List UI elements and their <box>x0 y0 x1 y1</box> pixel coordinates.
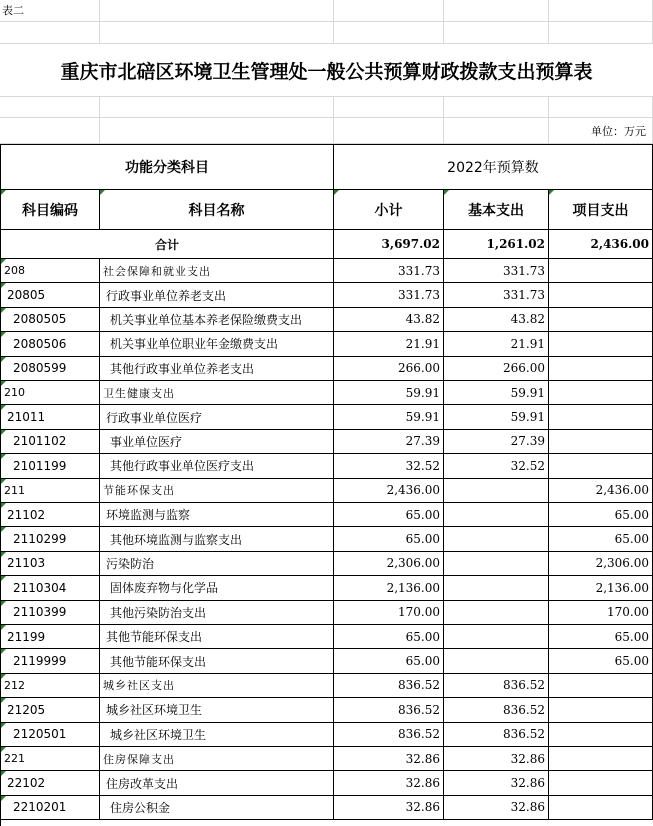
unit-label: 单位：万元 <box>549 118 653 144</box>
row-project: 170.00 <box>549 601 653 625</box>
row-project <box>549 332 653 356</box>
row-basic <box>444 527 549 551</box>
row-name: 其他行政事业单位医疗支出 <box>100 454 334 478</box>
row-basic: 331.73 <box>444 259 549 283</box>
row-basic: 32.86 <box>444 796 549 820</box>
row-basic: 59.91 <box>444 405 549 429</box>
row-project <box>549 796 653 820</box>
row-subtotal: 2,306.00 <box>334 552 444 576</box>
row-project: 65.00 <box>549 503 653 527</box>
row-subtotal: 331.73 <box>334 259 444 283</box>
row-code: 21199 <box>0 625 100 649</box>
row-code: 2120501 <box>0 723 100 747</box>
table-row <box>0 747 653 771</box>
row-basic <box>444 479 549 503</box>
title-row <box>0 44 653 97</box>
total-label: 合计 <box>0 230 334 259</box>
row-basic: 836.52 <box>444 723 549 747</box>
row-subtotal: 27.39 <box>334 430 444 454</box>
row-code: 2110304 <box>0 576 100 600</box>
row-subtotal: 21.91 <box>334 332 444 356</box>
row-subtotal: 59.91 <box>334 381 444 405</box>
row-subtotal: 170.00 <box>334 601 444 625</box>
row-project: 2,436.00 <box>549 479 653 503</box>
row-basic: 59.91 <box>444 381 549 405</box>
header-row-2 <box>0 190 653 230</box>
table-row <box>0 698 653 722</box>
row-name: 其他污染防治支出 <box>100 601 334 625</box>
row-basic: 32.52 <box>444 454 549 478</box>
row-name: 卫生健康支出 <box>100 381 334 405</box>
row-subtotal: 65.00 <box>334 503 444 527</box>
total-project: 2,436.00 <box>549 230 653 259</box>
row-subtotal: 32.86 <box>334 747 444 771</box>
budget-table <box>0 144 653 826</box>
row-subtotal: 32.86 <box>334 771 444 795</box>
table-row <box>0 381 653 405</box>
row-project <box>549 430 653 454</box>
row-basic: 836.52 <box>444 674 549 698</box>
table-row <box>0 771 653 795</box>
row-project <box>549 405 653 429</box>
table-row <box>0 503 653 527</box>
row-name: 机关事业单位职业年金缴费支出 <box>100 332 334 356</box>
row-subtotal: 836.52 <box>334 723 444 747</box>
table-row <box>0 601 653 625</box>
table-row <box>0 430 653 454</box>
header-row-1 <box>0 145 653 190</box>
table-row <box>0 796 653 820</box>
row-code: 212 <box>0 674 100 698</box>
row-project: 65.00 <box>549 527 653 551</box>
row-name: 城乡社区环境卫生 <box>100 698 334 722</box>
row-basic: 266.00 <box>444 357 549 381</box>
row-code: 208 <box>0 259 100 283</box>
row-basic <box>444 576 549 600</box>
row-name: 行政事业单位养老支出 <box>100 283 334 307</box>
total-row <box>0 230 653 259</box>
row-project <box>549 771 653 795</box>
row-basic: 331.73 <box>444 283 549 307</box>
row-basic: 32.86 <box>444 747 549 771</box>
row-code: 211 <box>0 479 100 503</box>
row-name: 住房保障支出 <box>100 747 334 771</box>
row-project <box>549 747 653 771</box>
total-basic: 1,261.02 <box>444 230 549 259</box>
sheet-label-row <box>0 0 653 22</box>
row-subtotal: 266.00 <box>334 357 444 381</box>
sheet-label: 表二 <box>0 0 100 22</box>
row-name: 城乡社区环境卫生 <box>100 723 334 747</box>
row-code: 21103 <box>0 552 100 576</box>
row-name: 其他节能环保支出 <box>100 625 334 649</box>
table-row <box>0 283 653 307</box>
row-project: 2,306.00 <box>549 552 653 576</box>
row-basic <box>444 649 549 673</box>
row-code: 2101102 <box>0 430 100 454</box>
row-subtotal: 65.00 <box>334 625 444 649</box>
row-subtotal: 836.52 <box>334 698 444 722</box>
header-code: 科目编码 <box>0 190 100 230</box>
row-basic: 43.82 <box>444 308 549 332</box>
row-project <box>549 454 653 478</box>
row-project <box>549 381 653 405</box>
row-subtotal: 32.86 <box>334 796 444 820</box>
row-name: 固体废弃物与化学品 <box>100 576 334 600</box>
row-name: 节能环保支出 <box>100 479 334 503</box>
row-code: 2119999 <box>0 649 100 673</box>
row-project <box>549 357 653 381</box>
table-row <box>0 674 653 698</box>
row-name: 事业单位医疗 <box>100 430 334 454</box>
header-category: 功能分类科目 <box>0 145 334 190</box>
row-subtotal: 43.82 <box>334 308 444 332</box>
row-project: 65.00 <box>549 625 653 649</box>
table-row <box>0 259 653 283</box>
header-budget-year: 2022年预算数 <box>334 145 653 190</box>
row-code: 2101199 <box>0 454 100 478</box>
row-code: 2080505 <box>0 308 100 332</box>
row-name: 住房改革支出 <box>100 771 334 795</box>
row-code: 221 <box>0 747 100 771</box>
row-subtotal: 65.00 <box>334 527 444 551</box>
row-project <box>549 283 653 307</box>
row-code: 2110299 <box>0 527 100 551</box>
header-subtotal: 小计 <box>334 190 444 230</box>
row-project: 65.00 <box>549 649 653 673</box>
row-name: 环境监测与监察 <box>100 503 334 527</box>
row-name: 机关事业单位基本养老保险缴费支出 <box>100 308 334 332</box>
row-basic <box>444 601 549 625</box>
row-name: 住房公积金 <box>100 796 334 820</box>
row-project <box>549 723 653 747</box>
row-name: 其他环境监测与监察支出 <box>100 527 334 551</box>
row-subtotal: 836.52 <box>334 674 444 698</box>
table-row <box>0 649 653 673</box>
row-name: 其他节能环保支出 <box>100 649 334 673</box>
row-basic: 836.52 <box>444 698 549 722</box>
table-row <box>0 552 653 576</box>
row-code: 2080506 <box>0 332 100 356</box>
row-code: 21102 <box>0 503 100 527</box>
row-name: 污染防治 <box>100 552 334 576</box>
table-row <box>0 527 653 551</box>
row-subtotal: 2,136.00 <box>334 576 444 600</box>
table-row <box>0 405 653 429</box>
row-basic: 27.39 <box>444 430 549 454</box>
table-row <box>0 625 653 649</box>
table-row <box>0 454 653 478</box>
row-basic <box>444 552 549 576</box>
header-basic: 基本支出 <box>444 190 549 230</box>
table-row <box>0 357 653 381</box>
page-title: 重庆市北碚区环境卫生管理处一般公共预算财政拨款支出预算表 <box>60 60 593 83</box>
row-subtotal: 331.73 <box>334 283 444 307</box>
table-row <box>0 308 653 332</box>
row-name: 城乡社区支出 <box>100 674 334 698</box>
total-subtotal: 3,697.02 <box>334 230 444 259</box>
row-name: 其他行政事业单位养老支出 <box>100 357 334 381</box>
row-subtotal: 32.52 <box>334 454 444 478</box>
row-code: 21205 <box>0 698 100 722</box>
row-basic <box>444 625 549 649</box>
row-code: 20805 <box>0 283 100 307</box>
row-project <box>549 308 653 332</box>
row-code: 21011 <box>0 405 100 429</box>
row-code: 2210201 <box>0 796 100 820</box>
table-row <box>0 479 653 503</box>
header-name: 科目名称 <box>100 190 334 230</box>
row-basic: 32.86 <box>444 771 549 795</box>
row-code: 210 <box>0 381 100 405</box>
row-code: 2080599 <box>0 357 100 381</box>
row-project <box>549 698 653 722</box>
header-project: 项目支出 <box>549 190 653 230</box>
unit-row <box>0 118 653 144</box>
row-project <box>549 674 653 698</box>
table-row <box>0 332 653 356</box>
row-subtotal: 59.91 <box>334 405 444 429</box>
row-basic: 21.91 <box>444 332 549 356</box>
row-subtotal: 2,436.00 <box>334 479 444 503</box>
table-row <box>0 576 653 600</box>
row-code: 2110399 <box>0 601 100 625</box>
row-name: 行政事业单位医疗 <box>100 405 334 429</box>
table-row <box>0 723 653 747</box>
row-project: 2,136.00 <box>549 576 653 600</box>
row-project <box>549 259 653 283</box>
row-subtotal: 65.00 <box>334 649 444 673</box>
row-code: 22102 <box>0 771 100 795</box>
row-name: 社会保障和就业支出 <box>100 259 334 283</box>
row-basic <box>444 503 549 527</box>
